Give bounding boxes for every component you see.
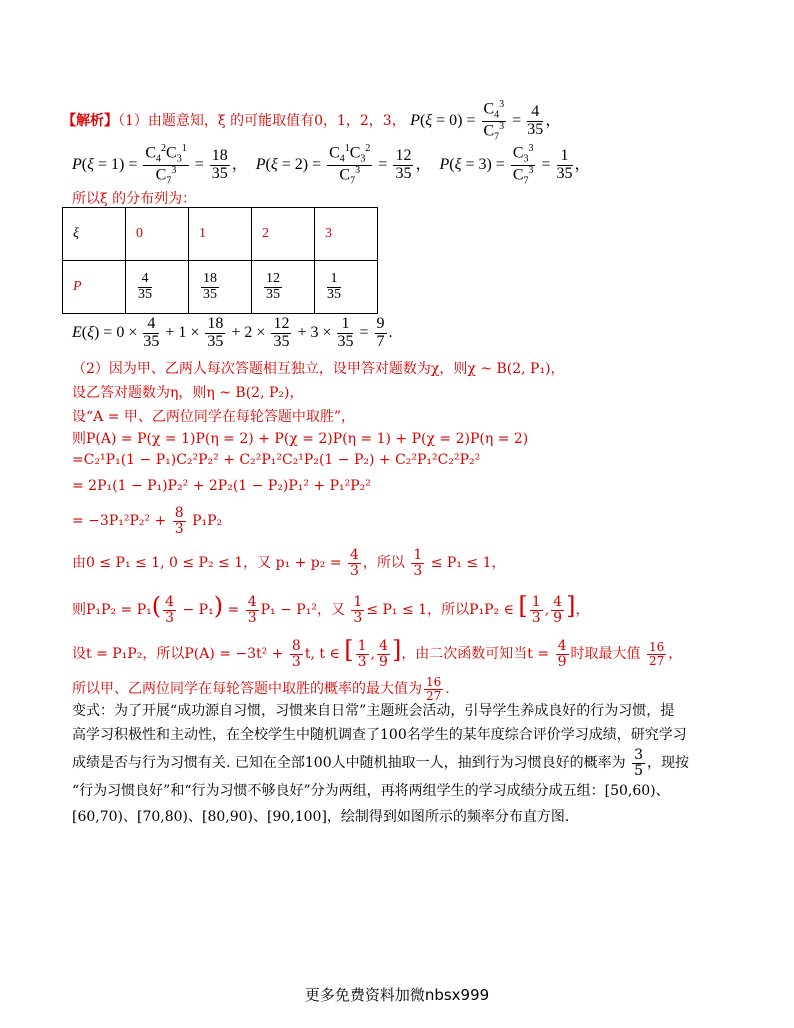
part2-line-5: =C₂¹P₁(1 − P₁)C₂²P₂² + C₂²P₁²C₂¹P₂(1 − P₂) + C₂²P₁²C₂²P₂²: [72, 452, 481, 468]
variant-line-3: 成绩是否与行为习惯有关. 已知在全部100人中随机抽取一人，抽到行为习惯良好的概率为 $\frac{3}{5}$ ，现按: [72, 747, 689, 779]
p-value: $\frac{18}{35}$: [189, 261, 252, 314]
table-row: [63, 261, 378, 314]
expectation-line: E(ξ) = 0 × $\frac{4}{35}$ + 1 × $\frac{18}{35}$ + 2 × $\frac{12}{35}$ + 3 × $\frac{1}{35}$ = $\frac{9}{7}$ .: [72, 315, 393, 350]
solution-header-tag: 【解析】: [62, 113, 118, 130]
variant-line-4: “行为习惯良好”和“行为习惯不够良好”分为两组，再将两组学生的学习成绩分成五组：[50,60)、: [72, 783, 670, 799]
footer-text: 更多免费资料加微nbsx999: [304, 986, 490, 1004]
p2-den: 35: [395, 165, 412, 183]
p0-den: 35: [527, 121, 544, 139]
part2-line-1: （2）因为甲、乙两人每次答题相互独立，设甲答对题数为χ，则χ ~ B(2, P₁)，: [72, 361, 565, 377]
part2-line-7: = −3P₁²P₂² + $\frac{8}{3}$ P₁P₂: [72, 505, 223, 537]
product-line: 则P₁P₂ = P₁( $\frac{4}{3}$ − P₁) = $\frac{4}{3}$ P₁ − P₁²，又 $\frac{1}{3}$ ≤ P₁ ≤ 1，所以P₁P₂ ∈ [ $\frac{1}{3}$ , $\frac{4}{9}$ ]，: [72, 592, 590, 626]
distribution-table: [62, 207, 378, 314]
variant-line-2: 高学习积极性和主动性，在全校学生中随机调查了100名学生的某年度综合评价学习成绩，研究学习: [72, 727, 687, 743]
range-line: 由0 ≤ P₁ ≤ 1, 0 ≤ P₂ ≤ 1，又 p₁ + p₂ = $\frac{4}{3}$ ，所以 $\frac{1}{3}$ ≤ P₁ ≤ 1，: [72, 547, 506, 579]
p1-num: 18: [211, 147, 228, 165]
p-value: $\frac{1}{35}$: [315, 261, 378, 314]
p-xi-0-formula: P(ξ = 0) = $\frac{C_4^3}{C_7^3}$ = $\frac{4}{35}$ ，: [410, 99, 562, 143]
p0-num: 4: [527, 104, 543, 122]
part2-line-2: 设乙答对题数为η，则η ~ B(2, P₂)，: [72, 385, 304, 401]
solution-line-1: [62, 100, 561, 143]
row-header-p: P: [63, 261, 126, 314]
p2-num: 12: [395, 147, 412, 165]
p3-num: 1: [557, 148, 573, 166]
row-header-xi: ξ: [63, 208, 126, 261]
variant-line-1: 变式：为了开展“成功源自习惯，习惯来自日常”主题班会活动，引导学生养成良好的行为习惯，提: [72, 703, 675, 719]
p1-den: 35: [211, 165, 228, 183]
part1-intro: （1）由题意知，ξ 的可能取值有0，1，2，3，: [118, 113, 406, 130]
conclusion-line: 所以甲、乙两位同学在每轮答题中取胜的概率的最大值为 $\frac{16}{27}$ .: [72, 675, 450, 703]
variant-line-5: [60,70)、[70,80)、[80,90)、[90,100]，绘制得到如图所示的频率分布直方图.: [72, 809, 570, 825]
p-value: $\frac{4}{35}$: [126, 261, 189, 314]
part2-line-3: 设“A = 甲、乙两位同学在每轮答题中取胜”，: [72, 409, 356, 425]
solution-line-2: P(ξ = 1) = $\frac{C_4^2C_3^1}{C_7^3}$ = $\frac{18}{35}$ ， P(ξ = 2) = $\frac{C_4^1C_3^2}{C_7^3}$ = $\frac{12}{35}$ ， P(ξ = 3) = $\frac{C_3^3}{C_7^3}$ = $\frac{1}{35}$ ，: [72, 143, 591, 187]
xi-value: 1: [189, 208, 252, 261]
t-line: 设t = P₁P₂，所以P(A) = −3t² + $\frac{8}{3}$ t, t ∈ [ $\frac{1}{3}$ , $\frac{4}{9}$ ]，由二次函数可知当t = $\frac{4}{9}$ 时取最大值 $\frac{16}{27}$ ，: [72, 636, 683, 670]
xi-value: 0: [126, 208, 189, 261]
p3-den: 35: [556, 165, 573, 183]
dist-label: 所以ξ 的分布列为：: [72, 191, 197, 207]
xi-value: 3: [315, 208, 378, 261]
p-value: $\frac{12}{35}$: [252, 261, 315, 314]
part2-line-4: 则P(A) = P(χ = 1)P(η = 2) + P(χ = 2)P(η = 1) + P(χ = 2)P(η = 2): [72, 431, 529, 447]
xi-value: 2: [252, 208, 315, 261]
table-row: [63, 208, 378, 261]
part2-line-6: = 2P₁(1 − P₁)P₂² + 2P₂(1 − P₂)P₁² + P₁²P₂²: [72, 478, 371, 494]
